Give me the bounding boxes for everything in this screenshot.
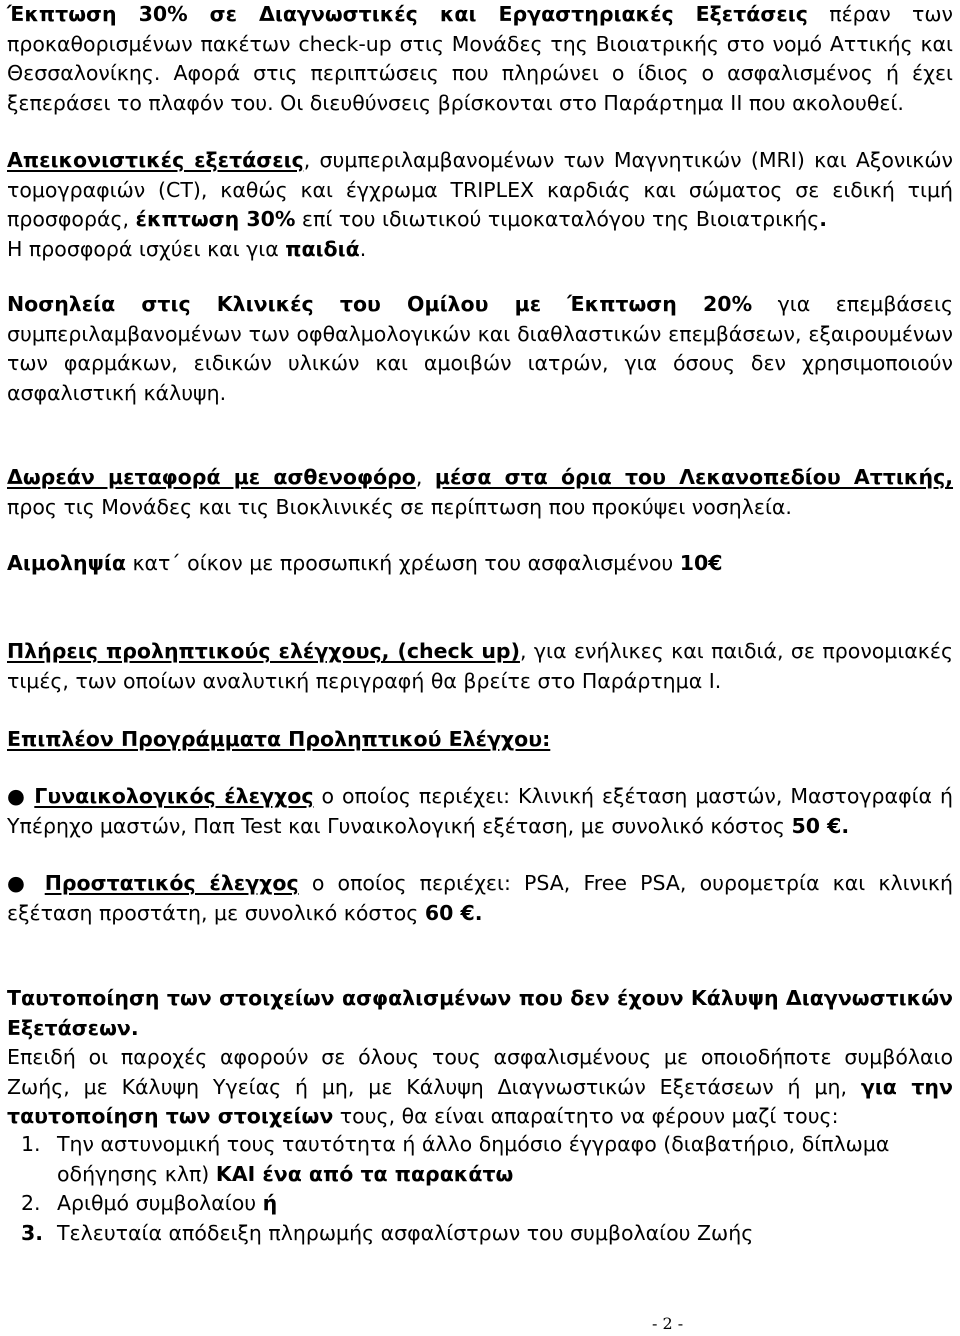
blood-draw-paragraph — [7, 549, 953, 579]
list-number: 3. — [21, 1220, 44, 1245]
gynecological-price: 50 €. — [791, 813, 850, 838]
bullet-icon: ● — [7, 871, 32, 895]
list-item-text: Την αστυνομική τους ταυτότητα ή άλλο δημόσιο έγγραφο (διαβατήριο, δίπλωμα οδήγησης κλπ) — [57, 1132, 890, 1186]
imaging-period: . — [819, 207, 828, 231]
imaging-discount: έκπτωση 30% — [135, 207, 296, 231]
identification-title: Ταυτοποίηση των στοιχείων ασφαλισμένων που δεν έχουν Κάλυψη Διαγνωστικών Εξετάσεων. — [7, 986, 953, 1040]
list-number: 2. — [21, 1191, 41, 1215]
list-item — [7, 1189, 953, 1219]
ambulance-area: μέσα στα όρια του Λεκανοπεδίου Αττικής, — [434, 465, 954, 489]
identification-title-block — [7, 984, 953, 1043]
extra-programs-title: Επιπλέον Προγράμματα Προληπτικού Ελέγχου: — [7, 727, 551, 751]
checkup-text: , για ενήλικες και παιδιά, σε προνομιακές τιμές, των οποίων αναλυτική περιγραφή θα βρείτε στο Παράρτημα Ι. — [7, 639, 953, 693]
ambulance-text: προς τις Μονάδες και τις Βιοκλινικές σε περίπτωση που προκύψει νοσηλεία. — [7, 494, 792, 519]
blood-draw-heading: Αιμοληψία — [7, 551, 126, 575]
imaging-exams-heading: Απεικονιστικές εξετάσεις — [7, 148, 304, 172]
extra-programs-title-line — [7, 725, 953, 755]
identification-text: Επειδή οι παροχές αφορούν σε όλους τους ασφαλισμένους με οποιοδήποτε συμβόλαιο Ζωής, με Κάλυψη Υγείας ή μη, με Κάλυψη Διαγνωστικών Εξετάσεων ή μη, — [7, 1045, 953, 1099]
imaging-exams-paragraph — [7, 146, 953, 264]
ambulance-heading: Δωρεάν μεταφορά με ασθενοφόρο — [7, 465, 416, 489]
diagnostic-discount-heading: Έκπτωση 30% σε Διαγνωστικές και Εργαστηριακές Εξετάσεις — [7, 2, 808, 26]
prostate-text: ο οποίος περιέχει: PSA, Free PSA, ουρομετρία και κλινική εξέταση προστάτη, με συνολικό κόστος — [7, 871, 953, 925]
imaging-exams-text-end: επί του ιδιωτικού τιμοκαταλόγου της Βιοιατρικής — [295, 207, 820, 231]
checkup-paragraph — [7, 637, 953, 696]
list-item-text: Τελευταία απόδειξη πληρωμής ασφαλίστρων του συμβολαίου Ζωής — [57, 1220, 754, 1245]
ambulance-comma: , — [415, 465, 435, 489]
blood-draw-price: 10€ — [679, 551, 723, 575]
list-item-bold: ΚΑΙ ένα από τα παρακάτω — [215, 1161, 514, 1186]
hospitalization-heading: Νοσηλεία στις Κλινικές του Ομίλου με Έκπτωση 20% — [7, 292, 753, 316]
prostate-heading: Προστατικός έλεγχος — [44, 871, 299, 895]
list-item-text: Αριθμό συμβολαίου — [57, 1191, 263, 1215]
list-item — [7, 1219, 953, 1249]
prostate-price: 60 €. — [424, 900, 483, 925]
identification-text-end: τους, θα είναι απαραίτητο να φέρουν μαζί τους: — [333, 1104, 839, 1128]
identification-body — [7, 1043, 953, 1132]
list-item-bold: ή — [262, 1191, 278, 1215]
prostate-paragraph — [7, 869, 953, 928]
bullet-icon: ● — [7, 784, 27, 808]
checkup-heading: Πλήρεις προληπτικούς ελέγχους, (check up) — [7, 639, 520, 663]
page-number: - 2 - — [652, 1314, 684, 1333]
gynecological-text: ο οποίος περιέχει: Κλινική εξέταση μαστών, Μαστογραφία ή Υπέρηχο μαστών, Παπ Test και Γυναικολογική εξέταση, με συνολικό κόστος — [7, 784, 953, 838]
gynecological-paragraph — [7, 782, 953, 841]
children-offer-text: Η προσφορά ισχύει και για — [7, 236, 286, 261]
list-number: 1. — [21, 1132, 41, 1156]
diagnostic-discount-paragraph — [7, 0, 953, 118]
required-documents-list — [7, 1130, 953, 1248]
blood-draw-text: κατ΄ οίκον με προσωπική χρέωση του ασφαλισμένου — [125, 551, 680, 575]
hospitalization-text: για επεμβάσεις συμπεριλαμβανομένων των οφθαλμολογικών και διαθλαστικών επεμβάσεων, εξαιρουμένων των φαρμάκων, ειδικών υλικών και αμοιβών ιατρών, για όσους δεν χρησιμοποιούν ασφαλιστική κάλυψη. — [7, 292, 953, 405]
children-word: παιδιά — [285, 236, 360, 261]
identification-bold: για την ταυτοποίηση των στοιχείων — [7, 1074, 953, 1128]
list-item — [7, 1130, 953, 1189]
imaging-exams-text: , συμπεριλαμβανομένων των Μαγνητικών (MRI) και Αξονικών τομογραφιών (CT), καθώς και έγχρωμα TRIPLEX καρδιάς και σώματος σε ειδική τιμή προσφοράς, — [7, 148, 953, 231]
children-period: . — [359, 236, 367, 261]
hospitalization-paragraph — [7, 290, 953, 408]
gynecological-heading: Γυναικολογικός έλεγχος — [34, 784, 314, 808]
ambulance-paragraph — [7, 463, 953, 522]
diagnostic-discount-text: πέραν των προκαθορισμένων πακέτων check-up στις Μονάδες της Βιοιατρικής στο νομό Αττικής και Θεσσαλονίκης. Αφορά στις περιπτώσεις που πληρώνει ο ίδιος ο ασφαλισμένος ή έχει ξεπεράσει το πλαφόν του. Οι διευθύνσεις βρίσκονται στο Παράρτημα ΙΙ που ακολουθεί. — [7, 2, 953, 115]
